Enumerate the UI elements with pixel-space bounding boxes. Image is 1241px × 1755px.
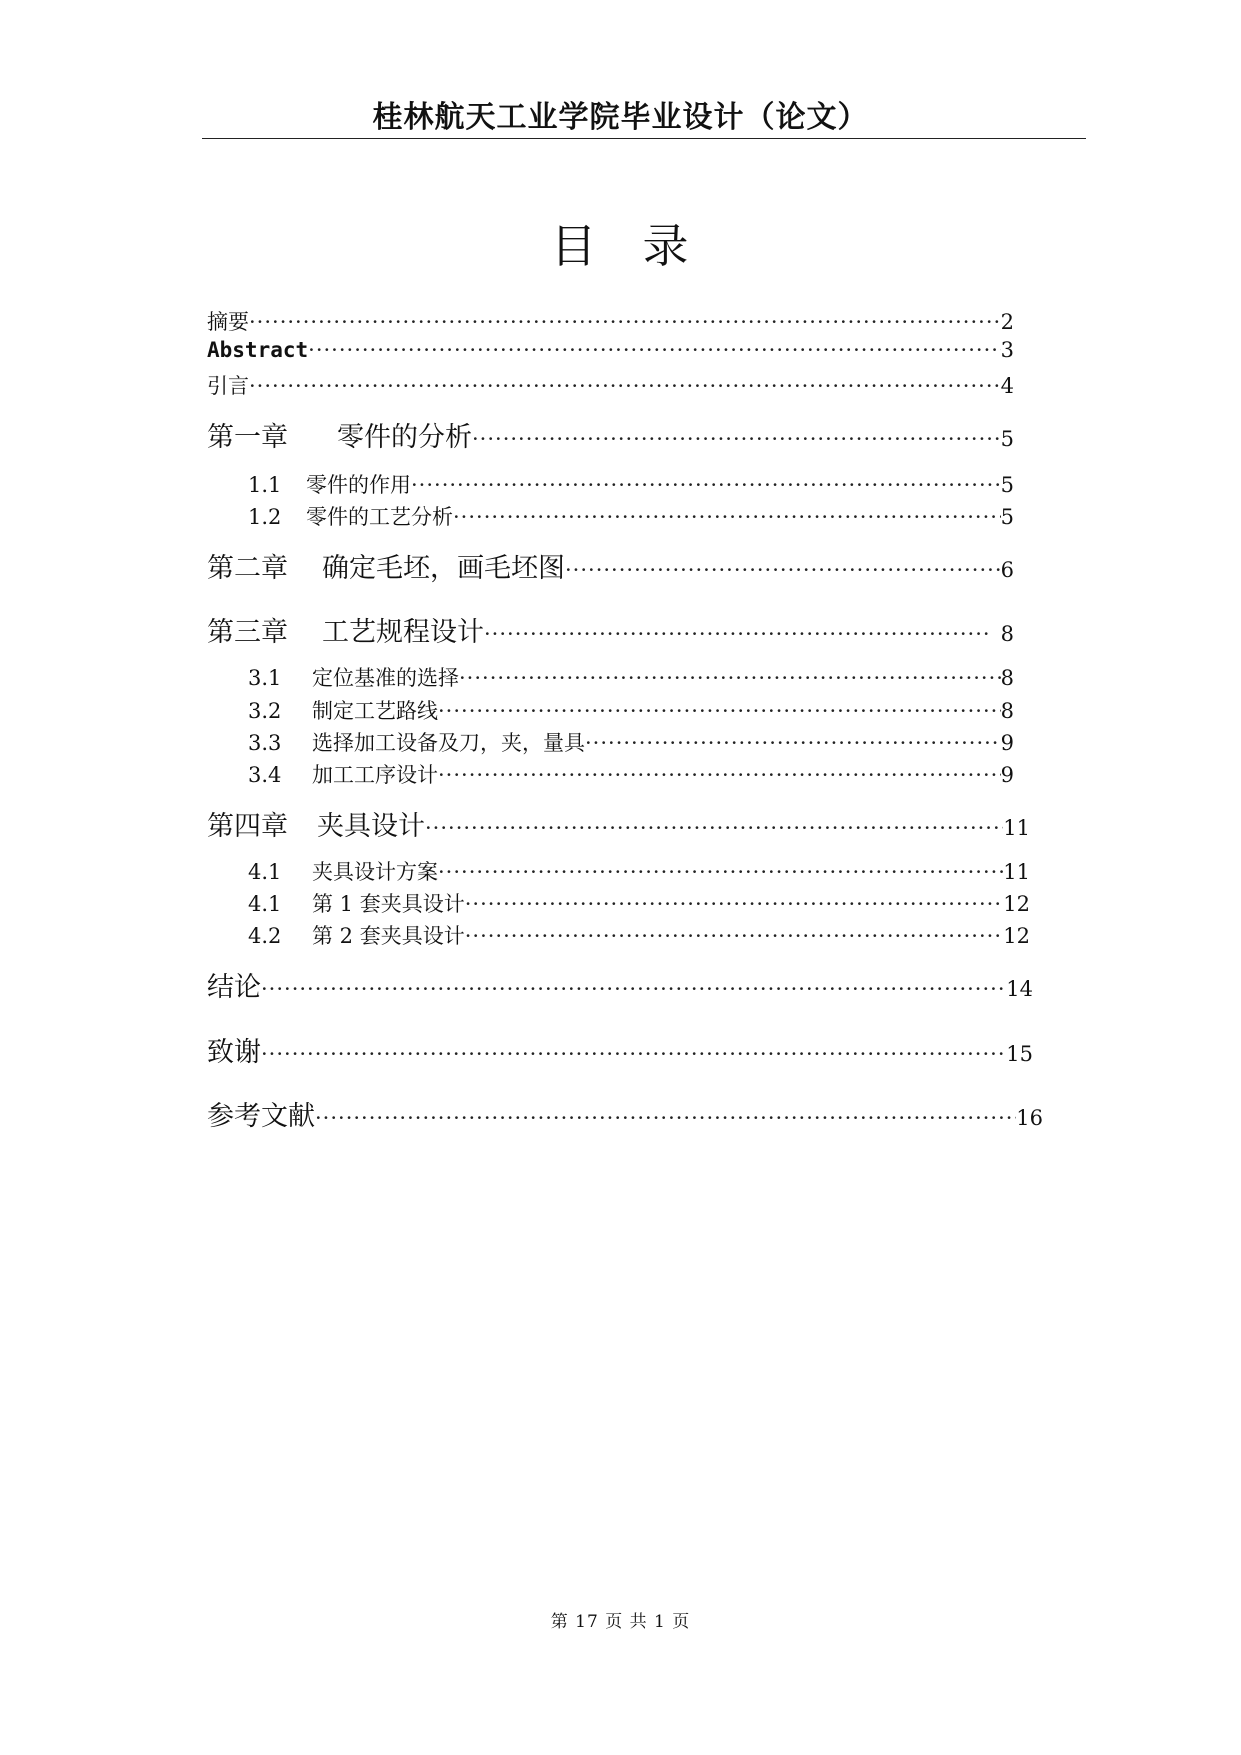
toc-entry-label: 4.1	[248, 892, 282, 916]
toc-entry-text: 夹具设计方案	[312, 860, 438, 884]
toc-entry-page: 2	[1000, 310, 1014, 334]
toc-entry-section-3-1[interactable]	[248, 662, 1014, 692]
toc-entry-label: 3.2	[248, 699, 282, 723]
toc-leader-dots	[459, 666, 1001, 690]
toc-entry-label: 3.3	[248, 731, 282, 755]
header-divider	[202, 138, 1086, 139]
toc-leader-dots	[472, 427, 1001, 451]
toc-entry-text: 致谢	[207, 1037, 261, 1068]
toc-entry-page: 8	[1000, 622, 1014, 646]
toc-entry-label: 1.1	[248, 473, 282, 497]
toc-entry-text: 摘要	[207, 310, 249, 334]
page-header-title: 桂林航天工业学院毕业设计（论文）	[372, 100, 869, 135]
toc-entry-text: 夹具设计	[317, 811, 425, 842]
toc-entry-page: 15	[1006, 1042, 1033, 1066]
toc-leader-dots	[411, 473, 1001, 497]
toc-entry-page: 14	[1006, 977, 1033, 1001]
toc-entry-text: 零件的工艺分析	[306, 505, 453, 529]
toc-entry-chapter-2[interactable]	[207, 546, 1014, 585]
toc-entry-page: 16	[1016, 1106, 1043, 1130]
toc-leader-dots	[438, 860, 1003, 884]
toc-title-char-1: 目	[550, 219, 599, 273]
toc-leader-dots	[585, 731, 1001, 755]
toc-entry-page: 8	[1000, 666, 1014, 690]
toc-entry-label: 第一章	[207, 422, 288, 453]
toc-entry-text: 加工工序设计	[312, 763, 438, 787]
toc-entry-page: 3	[1000, 338, 1014, 362]
toc-entry-chapter-3[interactable]	[207, 610, 1014, 649]
toc-leader-dots	[438, 763, 1001, 787]
toc-entry-text: 参考文献	[207, 1101, 315, 1132]
toc-entry-conclusion[interactable]	[207, 965, 1033, 1004]
toc-entry-label: 第二章	[207, 553, 288, 584]
toc-leader-dots	[465, 892, 1004, 916]
toc-leader-dots	[261, 1042, 1006, 1066]
toc-entry-label: 3.4	[248, 763, 282, 787]
toc-entry-text: 第 1 套夹具设计	[312, 892, 465, 916]
toc-entry-section-3-4[interactable]	[248, 759, 1014, 789]
toc-entry-section-3-3[interactable]	[248, 727, 1014, 757]
toc-entry-text: 零件的分析	[337, 422, 472, 453]
toc-entry-page: 9	[1000, 763, 1014, 787]
toc-entry-section-1-2[interactable]	[248, 501, 1014, 531]
toc-entry-acknowledgements[interactable]	[207, 1030, 1033, 1069]
toc-entry-section-4-1[interactable]	[248, 856, 1030, 886]
toc-entry-abstract-cn[interactable]	[207, 306, 1014, 336]
toc-entry-page: 5	[1000, 473, 1014, 497]
toc-leader-dots	[315, 1106, 1016, 1130]
toc-entry-abstract-en[interactable]	[207, 338, 1014, 362]
toc-entry-section-1-1[interactable]	[248, 469, 1014, 499]
toc-entry-page: 11	[1003, 816, 1030, 840]
toc-leader-dots	[261, 977, 1006, 1001]
toc-entry-text: 工艺规程设计	[322, 617, 484, 648]
toc-title	[0, 210, 1241, 276]
toc-entry-text: Abstract	[207, 338, 309, 362]
toc-entry-chapter-1[interactable]	[207, 415, 1014, 454]
toc-entry-page: 12	[1003, 892, 1030, 916]
toc-entry-page: 5	[1000, 427, 1014, 451]
toc-leader-dots	[438, 699, 1001, 723]
toc-leader-dots	[465, 924, 1004, 948]
toc-title-char-2: 录	[642, 219, 691, 273]
toc-entry-introduction[interactable]	[207, 370, 1014, 400]
toc-entry-text: 零件的作用	[306, 473, 411, 497]
toc-entry-text: 第 2 套夹具设计	[312, 924, 465, 948]
toc-entry-text: 确定毛坯，画毛坯图	[322, 553, 565, 584]
toc-leader-dots	[249, 310, 1001, 334]
toc-entry-label: 1.2	[248, 505, 282, 529]
toc-entry-chapter-4[interactable]	[207, 804, 1030, 843]
toc-entry-page: 6	[1000, 558, 1014, 582]
toc-entry-label: 4.1	[248, 860, 282, 884]
toc-entry-text: 制定工艺路线	[312, 699, 438, 723]
toc-entry-page: 5	[1000, 505, 1014, 529]
toc-entry-page: 12	[1003, 924, 1030, 948]
toc-entry-text: 结论	[207, 972, 261, 1003]
toc-entry-label: 第四章	[207, 811, 288, 842]
toc-entry-text: 定位基准的选择	[312, 666, 459, 690]
toc-entry-page: 8	[1000, 699, 1014, 723]
toc-entry-page: 11	[1003, 860, 1030, 884]
toc-entry-text: 选择加工设备及刀，夹，量具	[312, 731, 585, 755]
toc-entry-label: 第三章	[207, 617, 288, 648]
toc-leader-dots	[425, 816, 1003, 840]
toc-leader-dots	[249, 374, 1001, 398]
toc-entry-page: 9	[1000, 731, 1014, 755]
toc-entry-label: 4.2	[248, 924, 282, 948]
toc-leader-dots	[565, 558, 1001, 582]
toc-entry-section-3-2[interactable]	[248, 695, 1014, 725]
toc-leader-dots	[453, 505, 1001, 529]
toc-leader-dots	[308, 338, 1000, 362]
toc-entry-label: 3.1	[248, 666, 282, 690]
toc-entry-references[interactable]	[207, 1094, 1043, 1133]
toc-entry-section-4-2[interactable]	[248, 920, 1030, 950]
toc-leader-dots	[484, 622, 989, 646]
page-footer: 第 17 页 共 1 页	[550, 1612, 691, 1632]
toc-entry-text: 引言	[207, 374, 249, 398]
toc-entry-section-4-1-b[interactable]	[248, 888, 1030, 918]
toc-entry-page: 4	[1000, 374, 1014, 398]
